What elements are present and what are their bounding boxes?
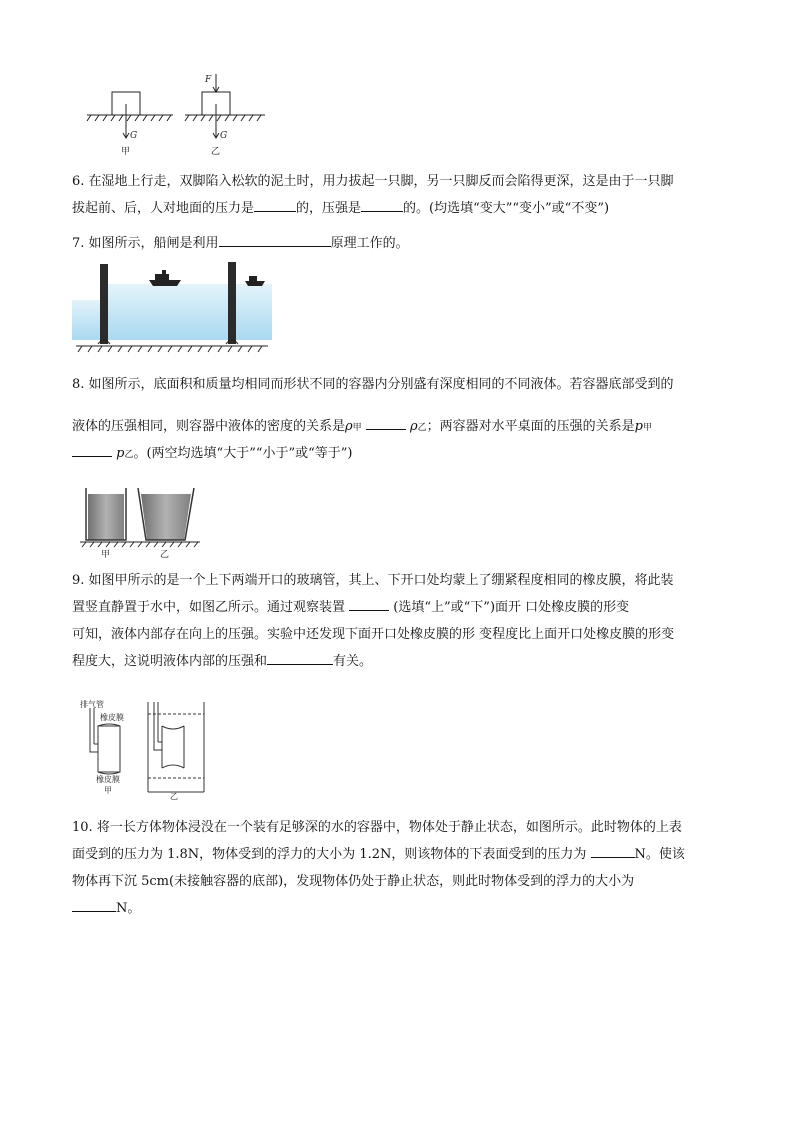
question-6-text-d: 的。(均选填“变大”“变小”或“不变”) <box>403 201 610 216</box>
answer-blank[interactable] <box>219 232 331 247</box>
question-8-text-b: 液体的压强相同，则容器中液体的密度的关系是 <box>72 419 346 434</box>
question-7-text-b: 原理工作的。 <box>330 236 409 251</box>
question-10-text-e: N。 <box>116 901 141 916</box>
question-9-number: 9. <box>72 573 85 588</box>
force-label-f: F <box>205 75 212 85</box>
answer-blank[interactable] <box>72 442 112 457</box>
rho-symbol: ρ <box>409 419 418 434</box>
question-8 <box>72 372 732 468</box>
answer-blank[interactable] <box>366 415 406 430</box>
question-6 <box>72 168 732 222</box>
question-10 <box>72 814 732 922</box>
p-symbol: p <box>116 446 125 461</box>
question-9-text-f: 有关。 <box>333 654 373 669</box>
question-7 <box>72 230 732 257</box>
question-9-text-a: 如图甲所示的是一个上下两端开口的玻璃管，其上、下开口处均蒙上了绷紧程度相同的橡皮膜，将此装 <box>88 573 674 588</box>
answer-blank[interactable] <box>591 843 635 858</box>
question-6-text-b: 拔起前、后，人对地面的压力是 <box>72 201 255 216</box>
question-9 <box>72 567 732 675</box>
question-10-text-a: 将一长方体物体浸没在一个装有足够深的水的容器中，物体处于静止状态，如图所示。此时物体的上表 <box>96 820 682 835</box>
label-membrane-bottom: 橡皮膜 <box>96 775 120 784</box>
p-jia-subscript: 甲 <box>642 423 652 433</box>
p-yi-subscript: 乙 <box>124 450 134 460</box>
rho-yi-subscript: 乙 <box>417 423 427 433</box>
answer-blank[interactable] <box>349 596 389 611</box>
p-symbol: p <box>634 419 643 434</box>
question-9-text-b: 置竖直静置于水中，如图乙所示。通过观察装置 <box>72 600 346 615</box>
force-label-g1: G <box>130 131 138 141</box>
answer-blank[interactable] <box>72 897 116 912</box>
force-label-yi: 乙 <box>211 147 221 157</box>
container-label-yi: 乙 <box>160 550 170 560</box>
question-9-text-d: 可知，液体内部存在向上的压强。实验中还发现下面开口处橡皮膜的形 变程度比上面开口处橡皮膜的形变 <box>72 627 675 642</box>
force-label-jia: 甲 <box>121 147 131 157</box>
question-8-text-a: 如图所示，底面积和质量均相同而形状不同的容器内分别盛有深度相同的不同液体。若容器底部受到的 <box>88 377 674 392</box>
label-membrane-top: 橡皮膜 <box>100 713 124 722</box>
containers-figure <box>80 482 200 560</box>
answer-blank[interactable] <box>254 197 296 212</box>
question-10-text-c: N。使该 <box>634 847 685 862</box>
rho-jia-subscript: 甲 <box>352 423 362 433</box>
container-label-jia: 甲 <box>101 550 111 560</box>
question-8-text-c: ；两容器对水平桌面的压强的关系是 <box>426 419 635 434</box>
question-6-number: 6. <box>72 174 85 189</box>
question-6-text-a: 在湿地上行走，双脚陷入松软的泥土时，用力拔起一只脚，另一只脚反而会陷得更深，这是由于一只脚 <box>88 174 674 189</box>
answer-blank[interactable] <box>361 197 403 212</box>
question-7-number: 7. <box>72 236 85 251</box>
question-9-text-c: (选填“上”或“下”)面开 口处橡皮膜的形变 <box>393 600 630 615</box>
rho-symbol: ρ <box>345 419 353 434</box>
tube-label-jia: 甲 <box>104 786 112 795</box>
label-exhaust-pipe: 排气管 <box>80 700 104 709</box>
tube-label-yi: 乙 <box>170 792 178 800</box>
question-8-text-d: 。(两空均选填“大于”“小于”或“等于”) <box>133 446 353 461</box>
answer-blank[interactable] <box>267 650 333 665</box>
question-10-text-b: 面受到的压力为 1.8N，物体受到的浮力的大小为 1.2N，则该物体的下表面受到的压力为 <box>72 847 587 862</box>
question-9-text-e: 程度大，这说明液体内部的压强和 <box>72 654 268 669</box>
ship-lock-figure <box>72 258 272 354</box>
question-10-number: 10. <box>72 820 93 835</box>
ship-icon <box>149 270 181 286</box>
force-diagram-figure <box>85 70 275 160</box>
question-10-text-d: 物体再下沉 5cm(未接触容器的底部)，发现物体仍处于静止状态，则此时物体受到的浮力的大小为 <box>72 874 635 889</box>
force-label-g2: G <box>220 131 228 141</box>
ship-icon <box>245 276 265 286</box>
glass-tube-figure <box>78 698 208 800</box>
question-7-text-a: 如图所示，船闸是利用 <box>88 236 219 251</box>
question-8-number: 8. <box>72 377 85 392</box>
question-6-text-c: 的，压强是 <box>296 201 362 216</box>
